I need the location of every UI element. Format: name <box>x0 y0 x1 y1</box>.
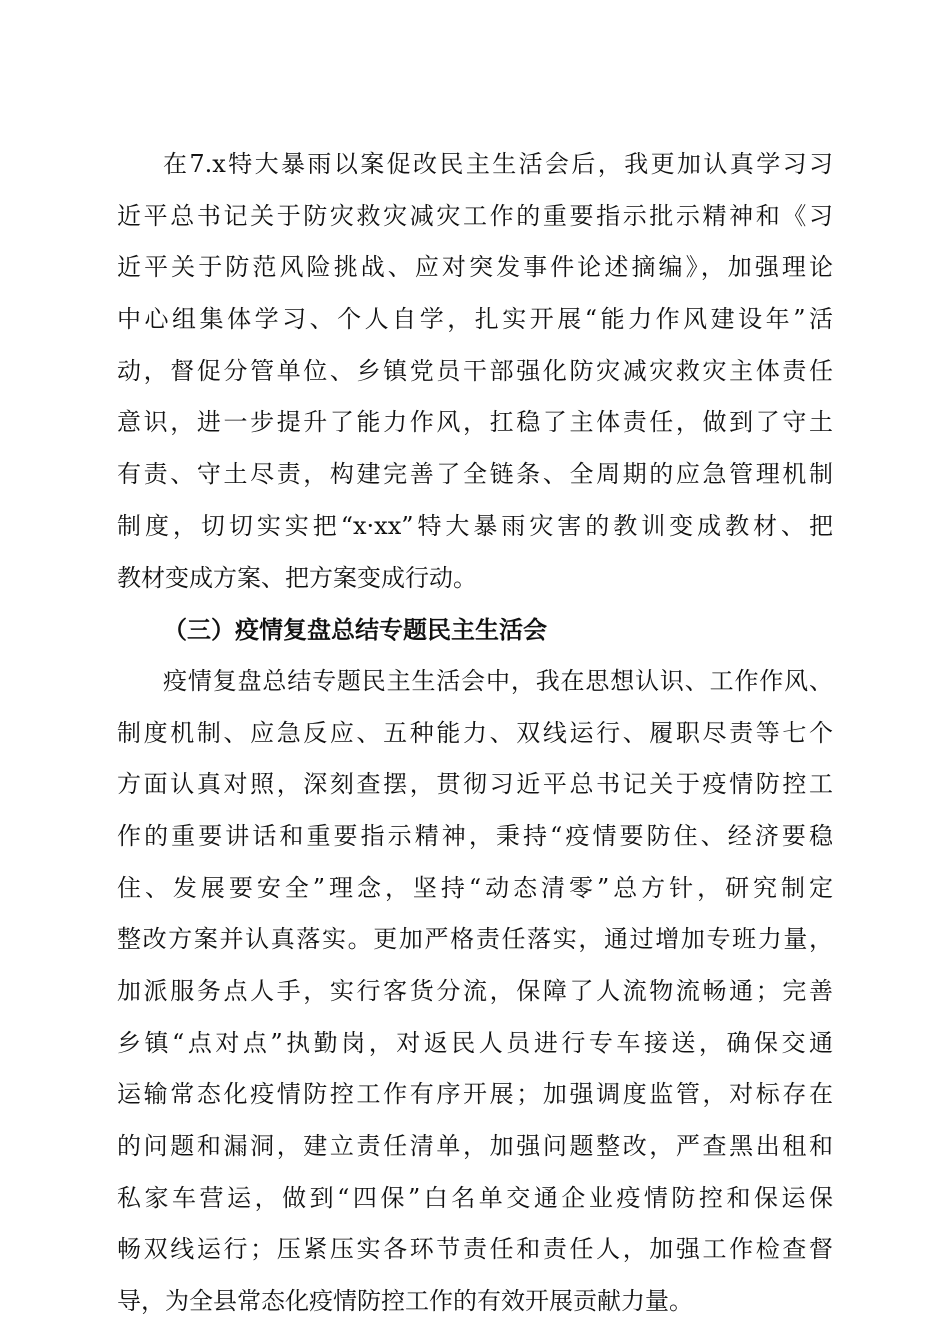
paragraph-1-line-1: 在7.x特大暴雨以案促改民主生活会后，我更加认真学习习 <box>163 150 833 178</box>
paragraph-2-line-9: 运输常态化疫情防控工作有序开展；加强调度监管，对标存在 <box>117 1080 833 1109</box>
paragraph-2-line-12: 畅双线运行；压紧压实各环节责任和责任人，加强工作检查督 <box>117 1235 833 1264</box>
paragraph-1-line-3: 近平关于防范风险挑战、应对突发事件论述摘编》，加强理论 <box>117 253 833 282</box>
paragraph-2-line-10: 的问题和漏洞，建立责任清单，加强问题整改，严查黑出租和 <box>117 1132 833 1161</box>
section-heading: （三）疫情复盘总结专题民主生活会 <box>163 615 547 645</box>
paragraph-2-line-13: 导，为全县常态化疫情防控工作的有效开展贡献力量。 <box>117 1287 693 1316</box>
paragraph-2-line-5: 住、发展要安全”理念，坚持“动态清零”总方针，研究制定 <box>117 873 833 902</box>
paragraph-1-line-7: 有责、守土尽责，构建完善了全链条、全周期的应急管理机制 <box>117 460 833 489</box>
paragraph-1-line-8: 制度，切切实实把“x·xx”特大暴雨灾害的教训变成教材、把 <box>117 511 833 540</box>
paragraph-1-line-6: 意识，进一步提升了能力作风，扛稳了主体责任，做到了守土 <box>117 408 833 437</box>
paragraph-1-line-4: 中心组集体学习、个人自学，扎实开展“能力作风建设年”活 <box>117 305 833 334</box>
document-body <box>117 139 833 1328</box>
paragraph-2-line-6: 整改方案并认真落实。更加严格责任落实，通过增加专班力量， <box>117 925 833 954</box>
paragraph-1-line-5: 动，督促分管单位、乡镇党员干部强化防灾减灾救灾主体责任 <box>117 356 833 385</box>
paragraph-2-line-3: 方面认真对照，深刻查摆，贯彻习近平总书记关于疫情防控工 <box>117 770 833 799</box>
paragraph-2-line-7: 加派服务点人手，实行客货分流，保障了人流物流畅通；完善 <box>117 977 833 1005</box>
paragraph-2-line-2: 制度机制、应急反应、五种能力、双线运行、履职尽责等七个 <box>117 718 833 747</box>
paragraph-2-line-8: 乡镇“点对点”执勤岗，对返民人员进行专车接送，确保交通 <box>117 1028 833 1057</box>
paragraph-2-line-1: 疫情复盘总结专题民主生活会中，我在思想认识、工作作风、 <box>163 666 833 695</box>
paragraph-2-line-4: 作的重要讲话和重要指示精神，秉持“疫情要防住、经济要稳 <box>117 821 833 850</box>
paragraph-2-line-11: 私家车营运，做到“四保”白名单交通企业疫情防控和保运保 <box>117 1183 833 1212</box>
paragraph-1-line-9: 教材变成方案、把方案变成行动。 <box>117 563 477 592</box>
paragraph-1-line-2: 近平总书记关于防灾救灾减灾工作的重要指示批示精神和《习 <box>117 201 833 230</box>
